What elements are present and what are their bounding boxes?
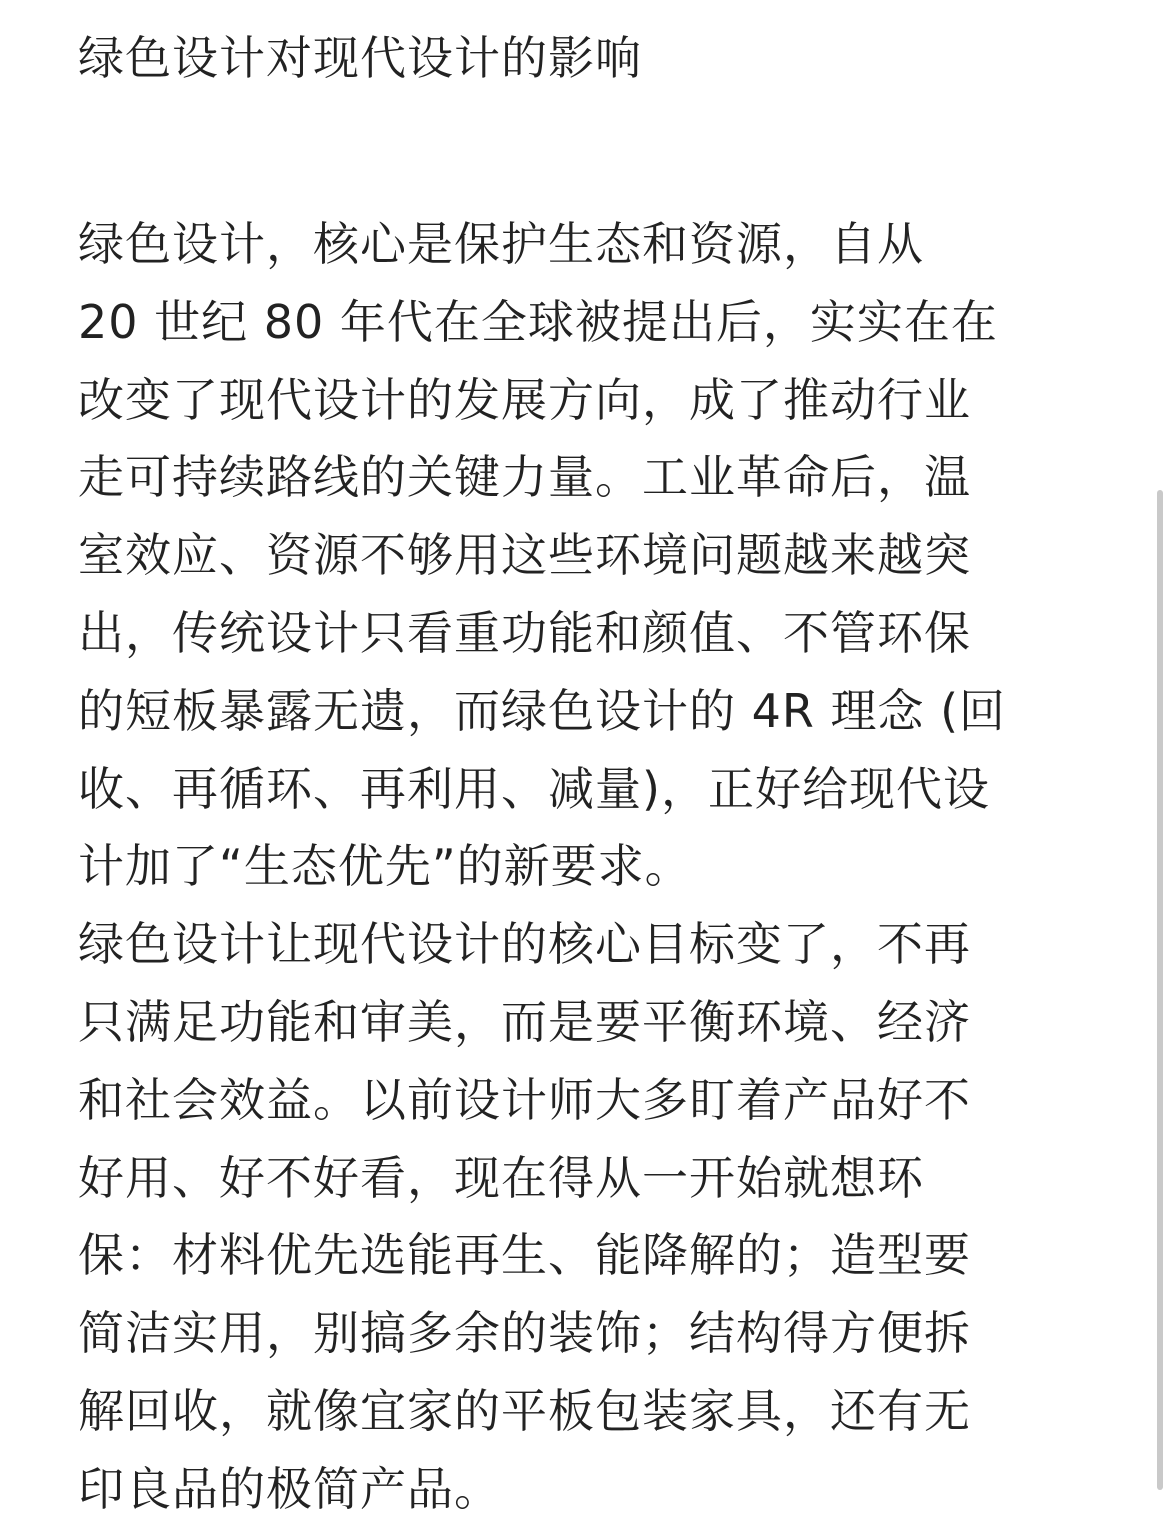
text-line: 印良品的极简产品。	[78, 1461, 501, 1516]
text-line: 解回收，就像宜家的平板包装家具，还有无	[78, 1383, 971, 1438]
text-line: 出，传统设计只看重功能和颜值、不管环保	[78, 605, 971, 660]
text-line: 只满足功能和审美，而是要平衡环境、经济	[78, 994, 971, 1049]
text-line: 计加了“生态优先”的新要求。	[78, 839, 692, 894]
article-body	[78, 206, 1090, 1529]
scrollbar[interactable]	[1157, 490, 1163, 1490]
text-line: 简洁实用，别搞多余的装饰；结构得方便拆	[78, 1306, 971, 1361]
article	[78, 0, 1090, 1529]
text-line: 绿色设计让现代设计的核心目标变了，不再	[78, 917, 971, 972]
text-line: 和社会效益。以前设计师大多盯着产品好不	[78, 1072, 971, 1127]
text-line: 走可持续路线的关键力量。工业革命后，温	[78, 450, 971, 505]
text-line: 室效应、资源不够用这些环境问题越来越突	[78, 528, 971, 583]
article-title: 绿色设计对现代设计的影响	[78, 31, 642, 85]
text-line: 收、再循环、再利用、减量)，正好给现代设	[78, 761, 990, 816]
text-line: 保：材料优先选能再生、能降解的；造型要	[78, 1228, 971, 1283]
text-line: 改变了现代设计的发展方向，成了推动行业	[78, 372, 971, 427]
text-line: 的短板暴露无遗，而绿色设计的 4R 理念 (回	[78, 683, 1007, 738]
text-line: 20 世纪 80 年代在全球被提出后，实实在在	[78, 294, 998, 349]
text-line: 绿色设计，核心是保护生态和资源，自从	[78, 217, 924, 271]
text-line: 好用、好不好看，现在得从一开始就想环	[78, 1150, 924, 1205]
